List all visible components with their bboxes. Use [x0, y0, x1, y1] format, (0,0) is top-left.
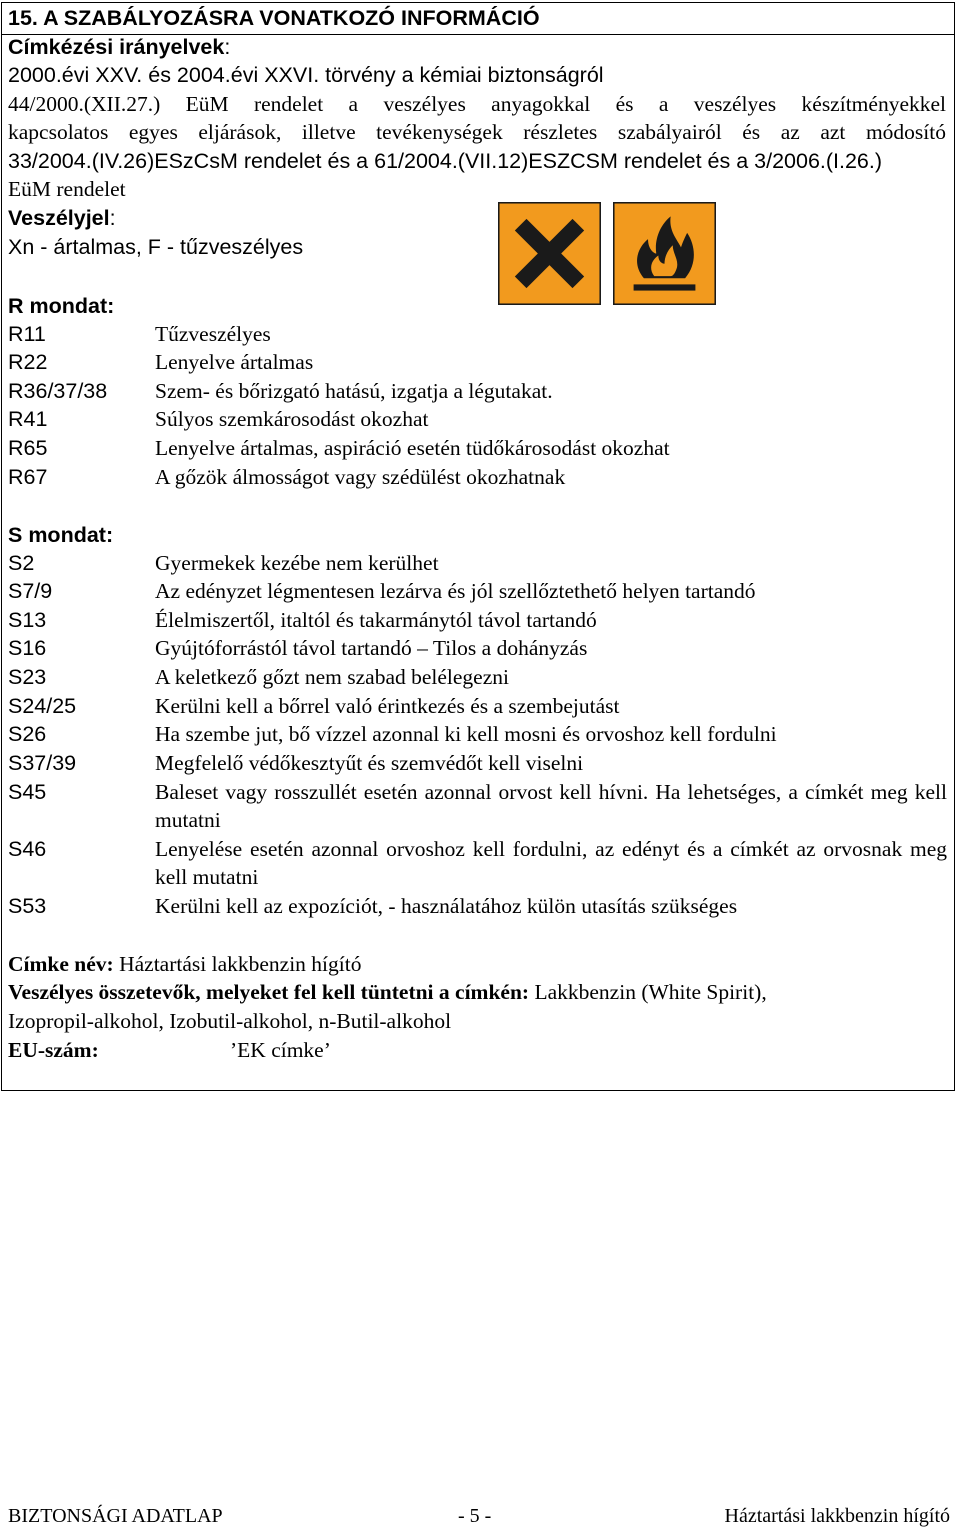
labeling-label: Címkézési irányelvek	[8, 35, 225, 59]
harmful-x-icon	[498, 202, 601, 305]
s-phrase-code: S53	[8, 894, 47, 918]
r-phrase-code: R41	[8, 407, 48, 431]
s-phrase-text: Gyermekek kezébe nem kerülhet	[155, 551, 439, 575]
footer-product-name: Háztartási lakkbenzin hígító	[724, 1505, 950, 1527]
s-phrase-code: S24/25	[8, 694, 77, 718]
s-phrase-text: Kerülni kell az expozíciót, - használatához külön utasítás szükséges	[155, 894, 738, 918]
s-phrase-text: Baleset vagy rosszullét esetén azonnal orvost kell hívni. Ha lehetséges, a címkét meg kell mutatni	[155, 780, 947, 832]
r-phrase-code: R36/37/38	[8, 379, 108, 403]
labeling-colon: :	[224, 35, 231, 59]
hazard-symbol-label: Veszélyjel	[8, 206, 110, 230]
s-phrases-heading: S mondat:	[8, 523, 114, 547]
section-title: 15. A SZABÁLYOZÁSRA VONATKOZÓ INFORMÁCIÓ	[8, 6, 540, 30]
r-phrase-text: A gőzök álmosságot vagy szédülést okozhatnak	[155, 465, 566, 489]
s-phrase-code: S26	[8, 722, 47, 746]
footer-document-type: BIZTONSÁGI ADATLAP	[8, 1505, 223, 1527]
hazardous-components-label: Veszélyes összetevők, melyeket fel kell tüntetni a címkén:	[8, 980, 530, 1004]
r-phrase-text: Szem- és bőrizgató hatású, izgatja a légutakat.	[155, 379, 553, 403]
r-phrase-text: Lenyelve ártalmas	[155, 350, 314, 374]
s-phrase-code: S37/39	[8, 751, 77, 775]
r-phrase-code: R67	[8, 465, 48, 489]
s-phrase-code: S7/9	[8, 579, 53, 603]
s-phrase-text: Kerülni kell a bőrrel való érintkezés és a szembejutást	[155, 694, 620, 718]
label-name-label: Címke név:	[8, 952, 114, 976]
s-phrase-text: Gyújtóforrástól távol tartandó – Tilos a dohányzás	[155, 636, 588, 660]
r-phrase-text: Lenyelve ártalmas, aspiráció esetén tüdőkárosodást okozhat	[155, 436, 670, 460]
hazard-symbols-text: Xn - ártalmas, F - tűzveszélyes	[8, 235, 304, 259]
s-phrase-code: S23	[8, 665, 47, 689]
regulation-line: EüM rendelet	[8, 177, 126, 201]
s-phrase-code: S2	[8, 551, 35, 575]
r-phrase-code: R22	[8, 350, 48, 374]
label-name-row	[8, 950, 361, 978]
r-phrase-text: Tűzveszélyes	[155, 322, 271, 346]
regulation-line: 44/2000.(XII.27.) EüM rendelet a veszélyes anyagokkal és a veszélyes készítményekkel	[8, 92, 946, 116]
s-phrase-text: A keletkező gőzt nem szabad belélegezni	[155, 665, 509, 689]
hazard-symbol-colon: :	[109, 206, 116, 230]
label-name-value: Háztartási lakkbenzin hígító	[113, 952, 362, 976]
s-phrase-text: Lenyelése esetén azonnal orvoshoz kell fordulni, az edényt és a címkét az orvosnak meg kell mutatni	[155, 837, 947, 889]
s-phrase-code: S16	[8, 636, 47, 660]
s-phrase-text: Az edényzet légmentesen lezárva és jól szellőztethető helyen tartandó	[155, 579, 756, 603]
labeling-guidelines-heading	[8, 33, 230, 61]
s-phrase-text: Ha szembe jut, bő vízzel azonnal ki kell mosni és orvoshoz kell fordulni	[155, 722, 777, 746]
r-phrase-code: R65	[8, 436, 48, 460]
s-phrase-code: S45	[8, 780, 47, 804]
s-phrase-text: Megfelelő védőkesztyűt és szemvédőt kell viselni	[155, 751, 584, 775]
hazardous-components-row	[8, 978, 767, 1006]
eu-number-label: EU-szám:	[8, 1038, 99, 1062]
s-phrase-code: S46	[8, 837, 47, 861]
eu-number-value: ’EK címke’	[230, 1038, 331, 1062]
r-phrases-heading: R mondat:	[8, 294, 115, 318]
regulation-line: kapcsolatos egyes eljárások, illetve tevékenységek részletes szabályairól és az azt módosító	[8, 120, 946, 144]
s-phrase-code: S13	[8, 608, 47, 632]
r-phrase-code: R11	[8, 322, 46, 346]
r-phrase-text: Súlyos szemkárosodást okozhat	[155, 407, 429, 431]
s-phrase-text: Élelmiszertől, italtól és takarmánytól távol tartandó	[155, 608, 597, 632]
hazard-symbol-heading	[8, 204, 116, 232]
eu-number-row	[8, 1036, 99, 1064]
footer-page-number: - 5 -	[458, 1505, 492, 1527]
regulation-line: 33/2004.(IV.26)ESzCsM rendelet és a 61/2004.(VII.12)ESZCSM rendelet és a 3/2006.(I.26.)	[8, 149, 883, 173]
hazardous-components-continued: Izopropil-alkohol, Izobutil-alkohol, n-Butil-alkohol	[8, 1009, 452, 1033]
flame-icon	[613, 202, 716, 305]
regulation-line: 2000.évi XXV. és 2004.évi XXVI. törvény a kémiai biztonságról	[8, 63, 604, 87]
hazardous-components-value: Lakkbenzin (White Spirit),	[529, 980, 767, 1004]
